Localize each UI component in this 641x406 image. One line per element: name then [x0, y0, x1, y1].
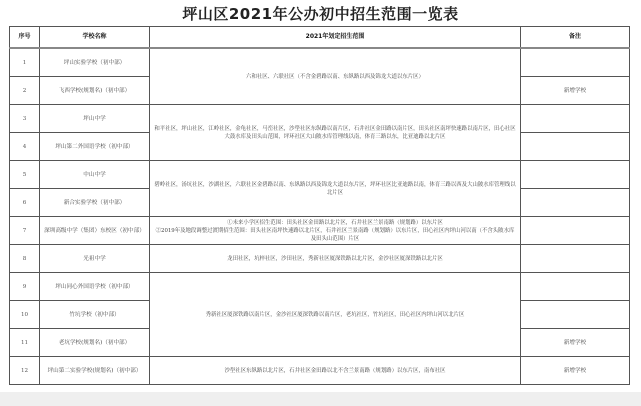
- school-name: 坪山中学: [40, 105, 150, 133]
- scope-cell: 和平社区，坪山社区，江岭社区，金龟社区，马峦社区，沙壆社区东纵路以南片区，石井社区金田路以南片区，田头社区南坪快速路以南片区，田心社区大鼓水库及田头山范围，坪环社区大山陂水库管理线以南，体育三路以东，比亚迪路以北片区: [150, 105, 521, 161]
- row-index: 11: [10, 329, 40, 357]
- header-school: 学校名称: [40, 27, 150, 49]
- table-row: [10, 245, 630, 273]
- note-cell: [521, 189, 630, 217]
- header-note: 备注: [521, 27, 630, 49]
- school-name: 竹坑学校（初中部）: [40, 301, 150, 329]
- table-row: [10, 48, 630, 77]
- note-cell: 新增学校: [521, 77, 630, 105]
- note-cell: [521, 245, 630, 273]
- note-cell: [521, 161, 630, 189]
- page-title: 坪山区2021年公办初中招生范围一览表: [182, 5, 459, 23]
- note-cell: [521, 133, 630, 161]
- row-index: 6: [10, 189, 40, 217]
- scope-cell: 秀新社区厦深铁路以南片区，金沙社区厦深铁路以南片区，老坑社区，竹坑社区，田心社区内坪山河以北片区: [150, 273, 521, 357]
- school-name: 坪山同心外国语学校（初中部）: [40, 273, 150, 301]
- row-index: 8: [10, 245, 40, 273]
- row-index: 9: [10, 273, 40, 301]
- scope-cell: 沙壆社区东纵路以北片区，石井社区金田路以北不含兰景南路（规划路）以东片区，南布社区: [150, 357, 521, 385]
- school-name: 新合实验学校（初中部）: [40, 189, 150, 217]
- table-row: [10, 161, 630, 189]
- header-scope: 2021年划定招生范围: [150, 27, 521, 49]
- row-index: 3: [10, 105, 40, 133]
- row-index: 7: [10, 217, 40, 245]
- table-row: [10, 273, 630, 301]
- school-name: 光祖中学: [40, 245, 150, 273]
- table-row: [10, 105, 630, 133]
- scope-cell: 碧岭社区，汤坑社区，沙湖社区，六联社区金碧路以南、东纵路以西及锦龙大道以东片区，坪环社区比亚迪路以南，体育三路以西及大山陂水库管理线以北片区: [150, 161, 521, 217]
- scope-cell: 六和社区、六联社区（不含金碧路以南、东纵路以西及锦龙大道以东片区）: [150, 48, 521, 105]
- note-cell: [521, 273, 630, 301]
- bottom-margin-strip: [0, 392, 641, 406]
- row-index: 10: [10, 301, 40, 329]
- scope-cell: [150, 217, 521, 245]
- header-index: 序号: [10, 27, 40, 49]
- row-index: 12: [10, 357, 40, 385]
- school-name: 中山中学: [40, 161, 150, 189]
- note-cell: [521, 217, 630, 245]
- school-name: 坪山实验学校（初中部）: [40, 48, 150, 77]
- row-index: 5: [10, 161, 40, 189]
- school-name: 坪山第二外国语学校（初中部）: [40, 133, 150, 161]
- row-index: 4: [10, 133, 40, 161]
- scope-line-2: ②2019年及地段调整过渡期招生范围：田头社区南坪快速路以北片区，石井社区兰景南路（规划路）以东片区，田心社区内坪山河以南（不含头陂水库及田头山范围）片区: [155, 227, 515, 242]
- row-index: 1: [10, 48, 40, 77]
- row-index: 2: [10, 77, 40, 105]
- scope-line-1: ①未来小学区招生范围：田头社区金田路以北片区，石井社区兰景南路（规划路）以东片区: [227, 219, 443, 226]
- note-cell: 新增学校: [521, 329, 630, 357]
- note-cell: [521, 48, 630, 77]
- table-header-row: [10, 27, 630, 49]
- school-name: 深圳高级中学（集团）东校区（初中部）: [40, 217, 150, 245]
- scope-cell: 龙田社区，坑梓社区，沙田社区，秀新社区厦深铁路以北片区，金沙社区厦深铁路以北片区: [150, 245, 521, 273]
- note-cell: [521, 105, 630, 133]
- table-row: [10, 217, 630, 245]
- school-name: 坪山第二实验学校(规划名)（初中部）: [40, 357, 150, 385]
- school-name: 飞西学校(规划名)（初中部）: [40, 77, 150, 105]
- enrollment-scope-table: [9, 26, 630, 385]
- table-row: [10, 357, 630, 385]
- note-cell: 新增学校: [521, 357, 630, 385]
- note-cell: [521, 301, 630, 329]
- school-name: 老坑学校(规划名)（初中部）: [40, 329, 150, 357]
